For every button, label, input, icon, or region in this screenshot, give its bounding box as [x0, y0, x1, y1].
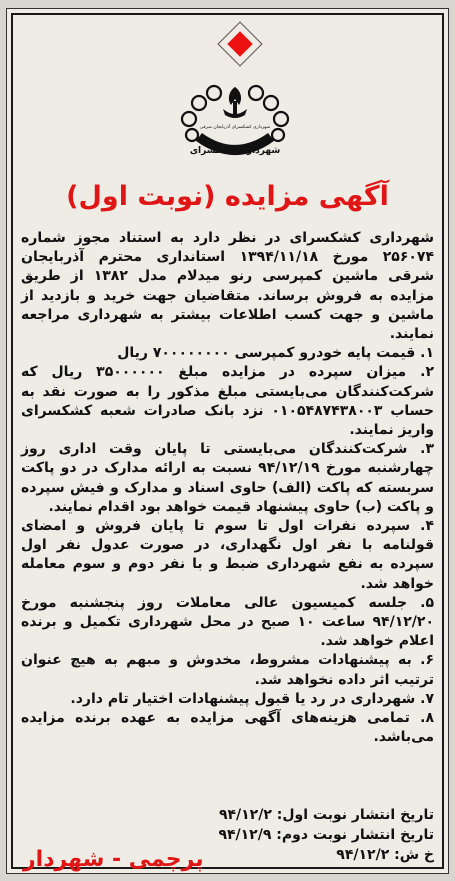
clause-3: ۳. شرکت‌کنندگان می‌بایستی تا پایان وقت اداری روز چهارشنبه مورخ ۹۴/۱۲/۱۹ نسبت به ارائه مدارک در دو پاکت سربسته که پاکت (الف) حاوی اسناد و مدارک و فیش سپرده و پاکت (ب) حاوی پیشنهاد قیمت خواهد بود اقدام نمایند. — [21, 441, 434, 515]
clause-7: ۷. شهرداری در رد یا قبول پیشنهادات اختیار تام دارد. — [70, 690, 434, 707]
municipality-emblem-icon — [177, 81, 293, 161]
emblem-caption: شهرداری کشکسرای — [189, 146, 281, 156]
clause-1: ۱. قیمت پایه خودرو کمپرسی ۷۰۰۰۰۰۰۰۰ ریال — [117, 345, 434, 362]
clause-8: ۸. تمامی هزینه‌های آگهی مزایده به عهده برنده مزایده می‌باشد. — [21, 710, 434, 746]
intro-paragraph: شهرداری کشکسرای در نظر دارد به استناد مجوز شماره ۲۵۶۰۷۴ مورخ ۱۳۹۴/۱۱/۱۸ استانداری محترم آذربایجان شرقی ماشین کمپرسی رنو میدلام مدل ۱۳۸۲ از طریق مزایده به فروش برساند. متقاضیان جهت خرید و بازدید از ماشین و جهت کسب اطلاعات بیشتر به شهرداری مراجعه نمایند. — [21, 230, 435, 343]
clause-2: ۲. میزان سپرده در مزایده مبلغ ۳۵۰۰۰۰۰۰ ریال که شرکت‌کنندگان می‌بایستی مبلغ مذکور را به صورت نقد به حساب ۰۱۰۵۴۸۷۴۳۸۰۰۳ نزد بانک صادرات شعبه کشکسرای واریز نمایند. — [21, 364, 434, 439]
notice-body — [21, 229, 434, 747]
first-publish-date: تاریخ انتشار نوبت اول: ۹۴/۱۲/۲ — [218, 807, 434, 823]
clause-4: ۴. سپرده نفرات اول تا سوم تا پایان فروش و امضای قولنامه با نفر اول نگهداری، در صورت عدول نفر اول سپرده به نفع شهرداری ضبط و با نفر دوم و سوم معامله خواهد شد. — [21, 518, 434, 592]
clause-5: ۵. جلسه کمیسیون عالی معاملات روز پنجشنبه مورخ ۹۴/۱۲/۲۰ ساعت ۱۰ صبح در محل شهرداری تکمیل و برنده اعلام خواهد شد. — [21, 594, 434, 650]
clause-6: ۶. به پیشنهادات مشروط، مخدوش و مبهم به هیچ عنوان ترتیب اثر داده نخواهد شد. — [21, 652, 434, 688]
advertisement-clipping — [6, 8, 449, 874]
notice-title: آگهی مزایده (نوبت اول) — [66, 181, 389, 212]
second-publish-date: تاریخ انتشار نوبت دوم: ۹۴/۱۲/۹ — [218, 827, 434, 843]
publication-code: خ ش: ۹۴/۱۲/۲ — [336, 847, 434, 863]
emblem-ring-text: شهرداری کشکسرای آذربایجان شرقی — [199, 125, 271, 130]
mayor-signature: پرچمی - شهردار — [23, 847, 204, 872]
